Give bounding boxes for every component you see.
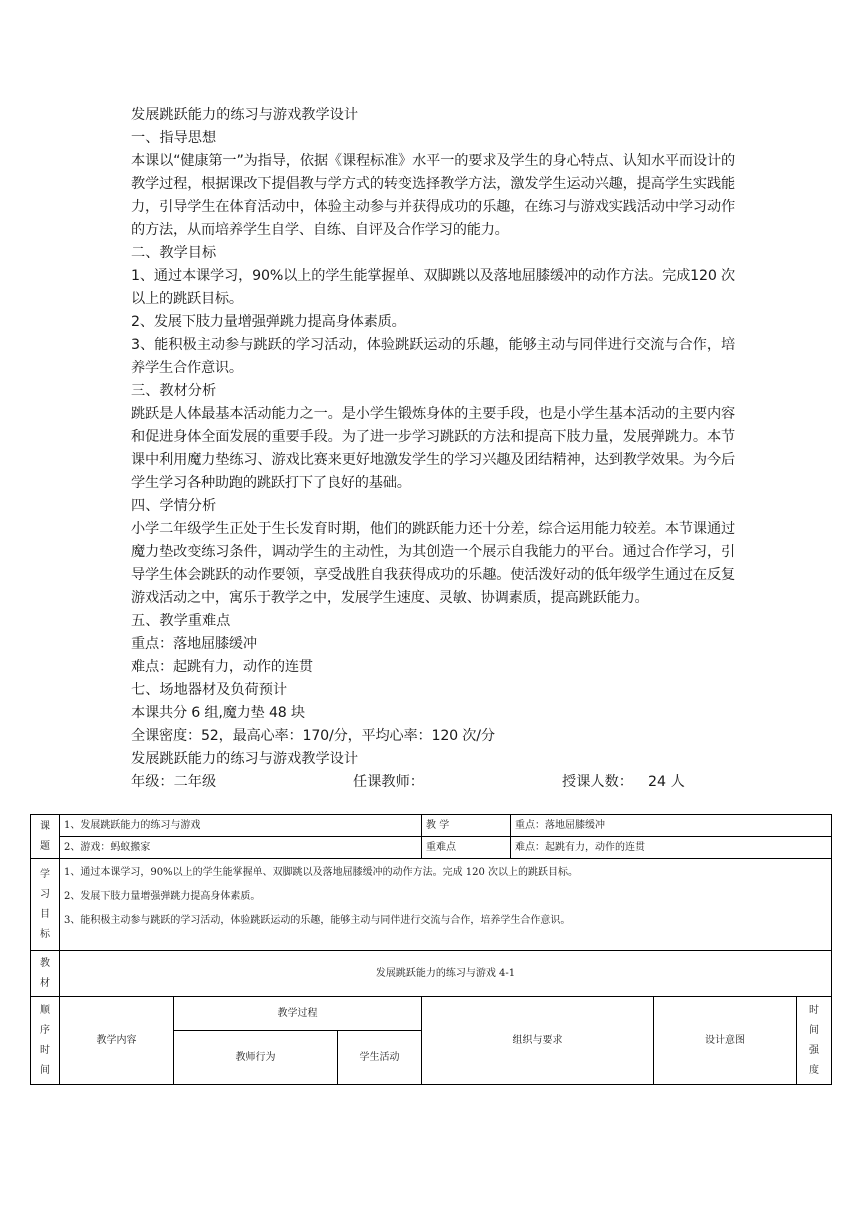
section-heading: 二、教学目标 [131,245,217,261]
section-paragraph: 难点：起跳有力，动作的连贯 [131,659,313,675]
student-count-value: 24 人 [648,774,685,790]
doc-title: 发展跳跃能力的练习与游戏教学设计 [131,107,359,123]
material-row [31,951,832,997]
keypoint-label: 教 学 [422,815,511,837]
section-paragraph: 重点：落地屈膝缓冲 [131,636,257,652]
design-intent-header: 设计意图 [654,997,797,1085]
section-paragraph: 3、能积极主动参与跳跃的学习活动，体验跳跃运动的乐趣，能够主动与同伴进行交流与合作，培养学生合作意识。 [131,337,735,376]
goal-item: 1、通过本课学习，90%以上的学生能掌握单、双脚跳以及落地屈膝缓冲的动作方法。完成 120 次以上的跳跃目标。 [64,867,579,878]
student-activity-header: 学生活动 [338,1031,422,1085]
material-label: 教 材 [31,951,60,997]
second-title: 发展跳跃能力的练习与游戏教学设计 [131,751,359,767]
process-header-row [31,997,832,1031]
goals-row [31,859,832,951]
keypoint-item: 难点：起跳有力，动作的连贯 [511,837,832,859]
section-paragraph: 小学二年级学生正处于生长发育时期，他们的跳跃能力还十分差，综合运用能力较差。本节课通过魔力垫改变练习条件，调动学生的主动性，为其创造一个展示自我能力的平台。通过合作学习，引导学生体会跳跃的动作要领，享受战胜自我获得成功的乐趣。使活泼好动的低年级学生通过在反复游戏活动之中，寓乐于教学之中，发展学生速度、灵敏、协调素质，提高跳跃能力。 [131,521,735,606]
order-label: 顺 序 时 间 [31,997,60,1085]
topic-row [31,837,832,859]
section-heading: 七、场地器材及负荷预计 [131,682,288,698]
keypoint-label: 重难点 [422,837,511,859]
teacher-text: 任课教师： [353,774,424,790]
time-intensity-header: 时 间 强 度 [797,997,832,1085]
section-paragraph: 2、发展下肢力量增强弹跳力提高身体素质。 [131,314,406,330]
topic-label: 课 题 [31,815,60,859]
topic-item: 1、发展跳跃能力的练习与游戏 [60,815,422,837]
grade-text: 年级：二年级 [131,774,217,790]
topic-row [31,815,832,837]
section-heading: 五、教学重难点 [131,613,231,629]
keypoint-item: 重点：落地屈膝缓冲 [511,815,832,837]
section-heading: 三、教材分析 [131,383,217,399]
goal-item: 3、能积极主动参与跳跃的学习活动，体验跳跃运动的乐趣，能够主动与同伴进行交流与合作，培养学生合作意识。 [64,915,571,926]
section-paragraph: 全课密度：52，最高心率：170/分，平均心率：120 次/分 [131,728,495,744]
lesson-plan-table [30,814,832,1085]
teacher-behavior-header: 教师行为 [174,1031,338,1085]
organization-header: 组织与要求 [422,997,654,1085]
section-paragraph: 跳跃是人体最基本活动能力之一。是小学生锻炼身体的主要手段，也是小学生基本活动的主要内容和促进身体全面发展的重要手段。为了进一步学习跳跃的方法和提高下肢力量，发展弹跳力。本节课中利用魔力垫练习、游戏比赛来更好地激发学生的学习兴趣及团结精神，达到教学效果。为今后学生学习各种助跑的跳跃打下了良好的基础。 [131,406,735,491]
process-header: 教学过程 [174,997,422,1031]
lesson-plan-text [131,104,735,795]
section-heading: 一、指导思想 [131,130,217,146]
material-cell: 发展跳跃能力的练习与游戏 4-1 [60,951,832,997]
topic-item: 2、游戏：蚂蚁搬家 [60,837,422,859]
lesson-info-row [131,771,735,795]
section-paragraph: 1、通过本课学习，90%以上的学生能掌握单、双脚跳以及落地屈膝缓冲的动作方法。完成120 次以上的跳跃目标。 [131,268,735,307]
goals-cell [60,859,832,951]
section-heading: 四、学情分析 [131,498,217,514]
content-header: 教学内容 [60,997,174,1085]
section-paragraph: 本课共分 6 组,魔力垫 48 块 [131,705,305,721]
goal-item: 2、发展下肢力量增强弹跳力提高身体素质。 [64,891,261,902]
student-count-label: 授课人数： [562,774,633,790]
goals-label: 学 习 目 标 [31,859,60,951]
section-paragraph: 本课以“健康第一”为指导，依据《课程标准》水平一的要求及学生的身心特点、认知水平而设计的教学过程，根据课改下提倡教与学方式的转变选择教学方法，激发学生运动兴趣，提高学生实践能力，引导学生在体育活动中，体验主动参与并获得成功的乐趣，在练习与游戏实践活动中学习动作的方法，从而培养学生自学、自练、自评及合作学习的能力。 [131,153,735,238]
